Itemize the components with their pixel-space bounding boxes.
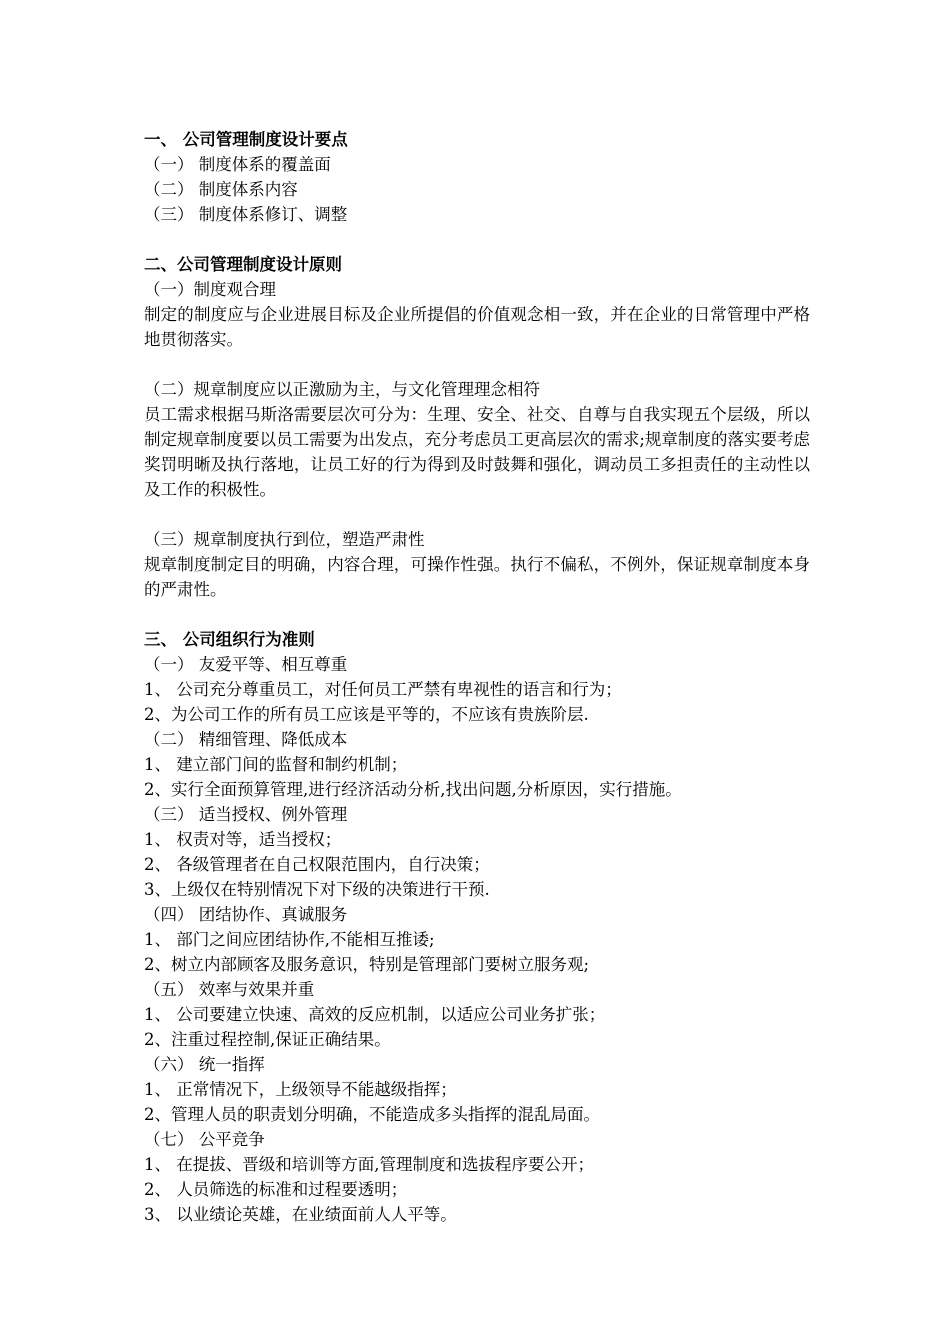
section-3-group-title: （二） 精细管理、降低成本 [144, 730, 348, 749]
section-3-group-title: （七） 公平竞争 [144, 1130, 265, 1149]
list-item: 1、 部门之间应团结协作,不能相互推诿; [144, 930, 435, 949]
list-item: 3、上级仅在特别情况下对下级的决策进行干预. [144, 880, 490, 899]
section-3-group-title: （六） 统一指挥 [144, 1055, 265, 1074]
list-item: 2、为公司工作的所有员工应该是平等的，不应该有贵族阶层. [144, 705, 589, 724]
spacer [144, 227, 810, 252]
section-2-paragraph: 员工需求根据马斯洛需要层次可分为：生理、安全、社交、自尊与自我实现五个层级，所以制定规章制度要以员工需要为出发点，充分考虑员工更高层次的需求;规章制度的落实要考虑奖罚明晰及执行落地，让员工好的行为得到及时鼓舞和强化，调动员工多担责任的主动性以及工作的积极性。 [144, 405, 810, 499]
section-3-heading: 三、 公司组织行为准则 [144, 630, 315, 649]
list-item: 3、 以业绩论英雄，在业绩面前人人平等。 [144, 1205, 457, 1224]
list-item: 1、 公司充分尊重员工，对任何员工严禁有卑视性的语言和行为； [144, 680, 622, 699]
section-2-paragraph: 制定的制度应与企业进展目标及企业所提倡的价值观念相一致，并在企业的日常管理中严格地贯彻落实。 [144, 305, 810, 349]
section-1-heading: 一、 公司管理制度设计要点 [144, 130, 348, 149]
section-3-group-title: （一） 友爱平等、相互尊重 [144, 655, 348, 674]
list-item: 2、注重过程控制,保证正确结果。 [144, 1030, 391, 1049]
section-2-paragraph: 规章制度制定目的明确，内容合理，可操作性强。执行不偏私，不例外，保证规章制度本身的严肃性。 [144, 555, 810, 599]
spacer [144, 502, 810, 527]
section-2-heading: 二、公司管理制度设计原则 [144, 255, 342, 274]
list-item: 2、 各级管理者在自己权限范围内，自行决策； [144, 855, 490, 874]
spacer [144, 352, 810, 377]
section-1-item: （一） 制度体系的覆盖面 [144, 155, 331, 174]
section-1-item: （二） 制度体系内容 [144, 180, 298, 199]
document-content [144, 127, 810, 1227]
section-3-group-title: （三） 适当授权、例外管理 [144, 805, 348, 824]
list-item: 1、 在提拔、晋级和培训等方面,管理制度和选拔程序要公开； [144, 1155, 594, 1174]
list-item: 1、 公司要建立快速、高效的反应机制，以适应公司业务扩张； [144, 1005, 606, 1024]
list-item: 2、树立内部顾客及服务意识，特别是管理部门要树立服务观; [144, 955, 590, 974]
section-2-subtitle: （一）制度观合理 [144, 280, 276, 299]
list-item: 1、 正常情况下，上级领导不能越级指挥； [144, 1080, 457, 1099]
section-1-item: （三） 制度体系修订、调整 [144, 205, 348, 224]
section-3-group-title: （五） 效率与效果并重 [144, 980, 315, 999]
list-item: 2、管理人员的职责划分明确，不能造成多头指挥的混乱局面。 [144, 1105, 600, 1124]
list-item: 1、 权责对等，适当授权； [144, 830, 342, 849]
list-item: 2、 人员筛选的标准和过程要透明； [144, 1180, 408, 1199]
spacer [144, 602, 810, 627]
list-item: 2、实行全面预算管理,进行经济活动分析,找出问题,分析原因，实行措施。 [144, 780, 682, 799]
section-2-subtitle: （三）规章制度执行到位，塑造严肃性 [144, 530, 425, 549]
section-2-subtitle: （二）规章制度应以正激励为主，与文化管理理念相符 [144, 380, 540, 399]
list-item: 1、 建立部门间的监督和制约机制； [144, 755, 408, 774]
section-3-group-title: （四） 团结协作、真诚服务 [144, 905, 348, 924]
